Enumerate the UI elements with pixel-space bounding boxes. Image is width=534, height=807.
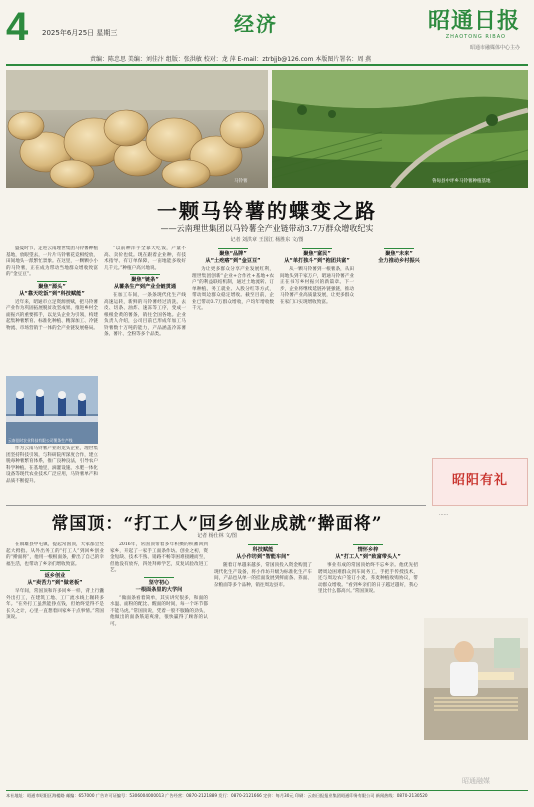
- article1-subhead: 聚焦“源头” 从“靠天吃饭”到“科技赋能”: [6, 281, 98, 298]
- newspaper-logo-pinyin: ZHAOTONG RIBAO: [445, 34, 506, 40]
- noodle-workshop-photo-art: [424, 618, 528, 740]
- editor-credits: 责编：陈忠思 美编：刘佳汴 组版：张洪敏 校对：龙 萍 E-mail：ztrbjjb@126.com 本版图片署名：周 燕: [90, 56, 372, 63]
- article1-subhead: 聚焦“富民” 从“单打独斗”到“抱团共富”: [280, 248, 354, 265]
- article1-paragraph-continued: ……: [439, 512, 449, 517]
- article1-paragraph: 近年来，昭通市立足资源禀赋，把马铃薯产业作为巩固拓展脱贫攻坚成果、推进乡村全面振兴的重要抓手，以龙头企业为引领，构建起集种薯繁育、标准化种植、精深加工、冷链物流、市场营销于一体的全产业链发展格局。: [6, 299, 98, 331]
- article2-headline: 常国顶：“打工人”回乡创业成就“擀面将”: [51, 514, 383, 534]
- potato-photo: [6, 70, 268, 188]
- potato-photo-art: [6, 70, 268, 188]
- factory-photo-caption: 云南佳时农业科技有限公司薯条生产线: [8, 438, 73, 443]
- field-photo-art: [272, 70, 528, 188]
- article1-paragraph: “以前种洋芋全靠天吃饭，产量不高、卖价也低。现在跟着企业种，有技术指导、有订单保障，一亩地能多收好几千元。”种植户高兴地说。: [104, 246, 186, 271]
- footer-info: 本社地址：昭通市昭阳区海楼路 邮编：657000 广告许可证编号：5306004000013 广告经营：0870-2121889 发行：0870-2121666 定价：每月30元 印刷：云南日报报业集团昭通印务有限公司 新闻热线：0870-2130520: [6, 793, 428, 798]
- potato-photo-caption: 马铃薯: [234, 179, 248, 184]
- article1-paragraph: 为让更多群众分享产业发展红利，理世集团创新“企业+合作社+基地+农户”的利益联结机制，通过土地流转、订单种植、务工就业、入股分红等方式，带动周边群众稳定增收。截至目前，企业已带动3.7万群众增收，户均年增收数千元。: [192, 267, 274, 311]
- promo-ad-text: 昭阳有礼: [451, 473, 508, 488]
- article1-paragraph: 作为云南马铃薯产业的龙头企业，理世集团坚持科技引领，与科研院所深度合作，建立脱毒种薯繁育体系，推广良种良法，引导农户科学种植。在基地里，滴灌设施、水肥一体化设备等现代农业技术广泛应用，马铃薯单产和品质不断提升。: [6, 446, 98, 484]
- promo-ad: [432, 458, 528, 506]
- article2-paragraph: 早年间，常国顶和许多同乡一样，背上行囊外出打工，在建筑工地、工厂流水线上辗转多年。“在外打工虽然能挣点钱，但始终觉得不是长久之计，心里一直想着回家乡干点事情。”常国顶说。: [6, 589, 104, 620]
- article1-subhead: 聚焦“链条” 从薯条生产到产业全链贯通: [104, 274, 186, 291]
- page-number: 4: [6, 5, 29, 49]
- article2-paragraph: “做面条看着简单，其实讲究很多，和面的水温、面粉的配比、醒面的时间，每一个环节都不能马虎。”常国顶说，凭着一股不服输的劲头，他做出的面条筋道爽滑，很快赢得了顾客的认可。: [110, 595, 208, 627]
- article1-col-1: [6, 246, 98, 374]
- article-divider: [6, 505, 426, 506]
- article2-col-2: [110, 542, 208, 786]
- article1-headline: 一颗马铃薯的蝶变之路: [157, 199, 377, 223]
- article1-col-3: [192, 246, 274, 502]
- section-title: 经济: [234, 12, 278, 36]
- article2-paragraph: 在镇雄县中屯镇，提起常国顶，大家都会竖起大拇指。从外出务工的“打工人”到回乡创业的“擀面将”，他用一根根面条，擀出了自己的幸福生活，也带动了乡亲们增收致富。: [6, 542, 104, 567]
- article2-col-3: [214, 542, 312, 786]
- article2-col-4: [318, 542, 418, 786]
- noodle-workshop-photo: [424, 618, 528, 740]
- newspaper-publisher: 昭通市融媒体中心主办: [469, 45, 520, 51]
- field-photo-caption: 鲁甸县中坪乡马铃薯种植基地: [432, 179, 491, 184]
- field-photo: [272, 70, 528, 188]
- article1-subhead: 聚焦“品牌” 从“土疙瘩”到“金豆豆”: [192, 248, 274, 265]
- article2-subhead: 情怀乡梓 从“打工人”到“致富带头人”: [318, 544, 418, 561]
- article1-col-6: [430, 512, 528, 614]
- article1-col-4: [280, 246, 354, 502]
- article1-subtitle: ——云南理世集团以马铃薯全产业链带动3.7万群众增收纪实: [160, 224, 374, 233]
- header-rule: [6, 64, 528, 66]
- article1-col-2: [104, 246, 186, 502]
- article1-byline: 记者 刘洪章 王国江 杨胜东 文/图: [230, 237, 304, 243]
- article2-paragraph: 2016年，常国顶带着多年积攒的积蓄回到家乡，开起了一家手工面条作坊。创业之初，资金短缺、技术不熟、销路不畅等困难接踵而至，但他没有放弃，四处拜师学艺，反复试验改进工艺。: [110, 542, 208, 573]
- article2-subhead: 科技赋能 从小作坊到“智能车间”: [214, 544, 312, 561]
- article2-col-1: [6, 542, 104, 786]
- issue-date: 2025年6月25日 星期三: [42, 29, 118, 37]
- article1-col-5: [360, 246, 438, 456]
- article1-col-1b: [6, 446, 98, 502]
- watermark: 昭通融媒: [462, 777, 490, 785]
- article2-subhead: 返乡创业 从“卖苦力”到“做老板”: [6, 570, 104, 587]
- footer-rule: [6, 790, 528, 791]
- factory-photo-art: [6, 376, 98, 444]
- article1-paragraph: 盛夏时节，走进云南理世集团马铃薯种植基地，放眼望去，一片片马铃薯花竞相绽放，田间地头一派繁忙景象。在这里，一颗颗小小的马铃薯，正在成为带动当地群众增收致富的“金豆豆”。: [6, 246, 98, 277]
- factory-photo: [6, 376, 98, 444]
- article2-byline: 记者 杨仕林 文/图: [197, 533, 237, 539]
- article2-paragraph: 事业有成的常国顶始终不忘乡亲。他优先招聘周边困难群众到车间务工，手把手传授技术，还与周边农户签订小麦、荞麦种植收购协议，带动群众增收。“看到乡亲们的日子越过越好，我心里比什么都高兴。”常国顶说。: [318, 563, 418, 594]
- article1-paragraph: 从一颗马铃薯到一根薯条，从田间地头到千家万户，昭通马铃薯产业正在书写乡村振兴的新篇章。下一步，企业将继续延链补链强链，推动马铃薯产业高质量发展，让更多群众在家门口实现增收致富。: [280, 267, 354, 305]
- article1-paragraph: 在加工车间，一条条现代化生产线高速运转，新鲜的马铃薯经过清洗、去皮、切条、油炸、速冻等工序，变成一根根金黄的薯条，销往全国各地。企业负责人介绍，公司目前已形成年加工马铃薯数十万吨的能力，产品涵盖冷冻薯条、薯片、全粉等多个品类。: [104, 293, 186, 337]
- article2-subhead: 坚守初心 一根面条里的大学问: [110, 577, 208, 594]
- article2-paragraph: 随着订单越来越多，常国顶投入资金购置了现代化生产设备，将小作坊升级为标准化生产车间，产品也从单一的挂面发展到鲜面条、荞面、杂粮面等多个品种，销往周边县市。: [214, 563, 312, 588]
- newspaper-logo: 昭通日报: [427, 8, 520, 34]
- article1-subhead: 聚焦“未来” 全力推动乡村振兴: [360, 248, 438, 265]
